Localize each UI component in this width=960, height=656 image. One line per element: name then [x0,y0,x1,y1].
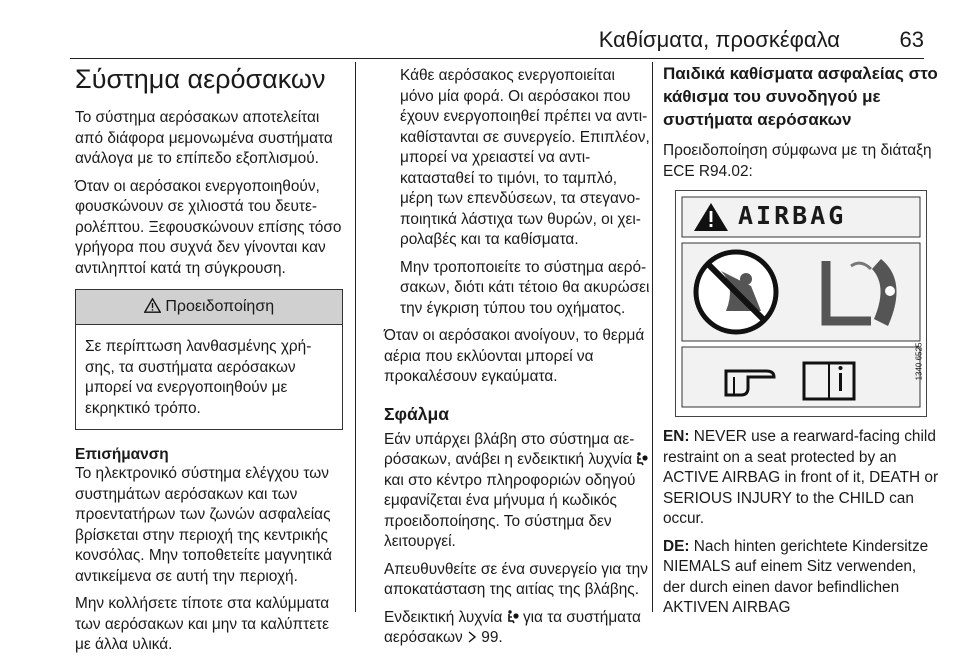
column-2 [355,62,652,646]
paragraph-workshop: Απευθυνθείτε σε ένα συνεργείο για την αποκατάσταση της αιτίας της βλάβης. [384,560,648,598]
paragraph-intro: Το σύστημα αερόσακων αποτελείται από διάφορα μεμονωμένα συστήματα ανάλογα με το επίπεδο εξοπλισμού. [75,109,333,167]
page-ref-link[interactable]: 99. [481,629,503,646]
en-warning [663,427,939,530]
page-header [0,0,960,62]
header-rule [70,58,924,59]
fault-text [384,430,652,553]
page-number: 63 [899,27,924,52]
de-label: DE: [663,537,690,555]
de-text: Nach hinten gerichtete Kindersitze NIEMALS auf einem Sitz verwenden, der durch einen davor befindlichen AKTIVEN AIRBAG [663,537,929,616]
paragraph-inflation: Όταν οι αερόσακοι ενεργοποιηθούν, φουσκώνουν σε χιλιοστά του δευτερολέπτου. Ξεφουσκώνουν επίσης τόσο γρήγορα που συχνά δεν γίνονται καν αντιληπτοί κατά τη σύγκρουση. [75,177,342,277]
de-warning [663,537,939,619]
page-ref-arrow-icon [467,629,481,646]
column-3 [652,62,939,616]
warning-header [76,290,342,325]
lamp-text-a: Ενδεικτική λυχνία [384,608,503,626]
paragraph-burns: Όταν οι αερόσακοι ανοίγουν, το θερμά αέρια που εκλύονται μπορεί να προκαλέσουν εγκαύματα. [384,327,645,385]
ece-intro: Προειδοποίηση σύμφωνα με τη διάταξη ECE R94.02: [663,142,932,180]
lamp-text-b: για τα συστήματα αερόσακων [384,608,641,646]
airbag-label-text: AIRBAG [738,201,847,230]
fault-title: Σφάλμα [384,403,449,424]
en-text: NEVER use a rearward-facing child restraint on a seat protected by an ACTIVE AIRBAG in front of it, DEATH or SERIOUS INJURY to the CHILD can occur. [663,428,939,527]
warning-box [75,289,343,430]
fault-text-a: Εάν υπάρχει βλάβη στο σύστημα αερόσακων, ανάβει η ενδεικτική λυχνία [384,430,635,468]
label-code: 1340 6525 [914,342,924,381]
paragraph-lamp-ref [384,608,652,649]
airbag-lamp-icon [636,451,648,468]
section-title: Σύστημα αερόσακων [75,64,326,94]
note-title: Επισήμανση [75,446,169,463]
paragraph-replacement: Κάθε αερόσακος ενεργοποιείται μόνο μία φορά. Οι αερόσακοι που έχουν ενεργοποιηθεί πρέπει να αντικαθίστανται σε συνεργείο. Επιπλέον, μπορεί να χρειαστεί να αντικατασταθεί το τιμόνι, το ταμπλό, μέρη των επενδύσεων, τα στεγανοποιητικά λάστιχα των θυρών, οι χειρολαβές και τα καθίσματα. [400,67,650,248]
warning-title: Προειδοποίηση [165,298,275,315]
column-1 [75,62,343,653]
airbag-warning-label [675,190,927,417]
en-label: EN: [663,428,690,445]
paragraph-modification: Μην τροποποιείτε το σύστημα αερόσακων, διότι κάτι τέτοιο θα ακυρώσει την έγκριση τύπου του οχήματος. [400,258,650,317]
warning-triangle-icon [144,298,165,315]
note-text-2: Μην κολλήσετε τίποτε στα καλύμματα των αερόσακων και μην τα καλύπτετε με άλλα υλικά. [75,595,330,653]
header-title: Καθίσματα, προσκέφαλα [598,27,840,52]
note-text: Το ηλεκτρονικό σύστημα ελέγχου των συστημάτων αερόσακων και των προεντατήρων των ζωνών ασφαλείας βρίσκεται στην περιοχή της κεντρικής κονσόλας. Μην τοποθετείτε μαγνητικά αντικείμενα σε αυτή την περιοχή. [75,465,332,585]
fault-text-b: και στο κέντρο πληροφοριών οδηγού εμφανίζεται ένα μήνυμα ή κωδικός προειδοποίησης. Το σύστημα δεν λειτουργεί. [384,471,636,550]
child-seat-title: Παιδικά καθίσματα ασφαλείας στο κάθισμα του συνοδηγού με συστήματα αερόσακων [663,64,938,129]
warning-text: Σε περίπτωση λανθασμένης χρήσης, τα συστήματα αερόσακων μπορεί να ενεργοποιηθούν με εκρηκτικό τρόπο. [85,338,312,417]
airbag-lamp-icon-2 [507,609,523,626]
